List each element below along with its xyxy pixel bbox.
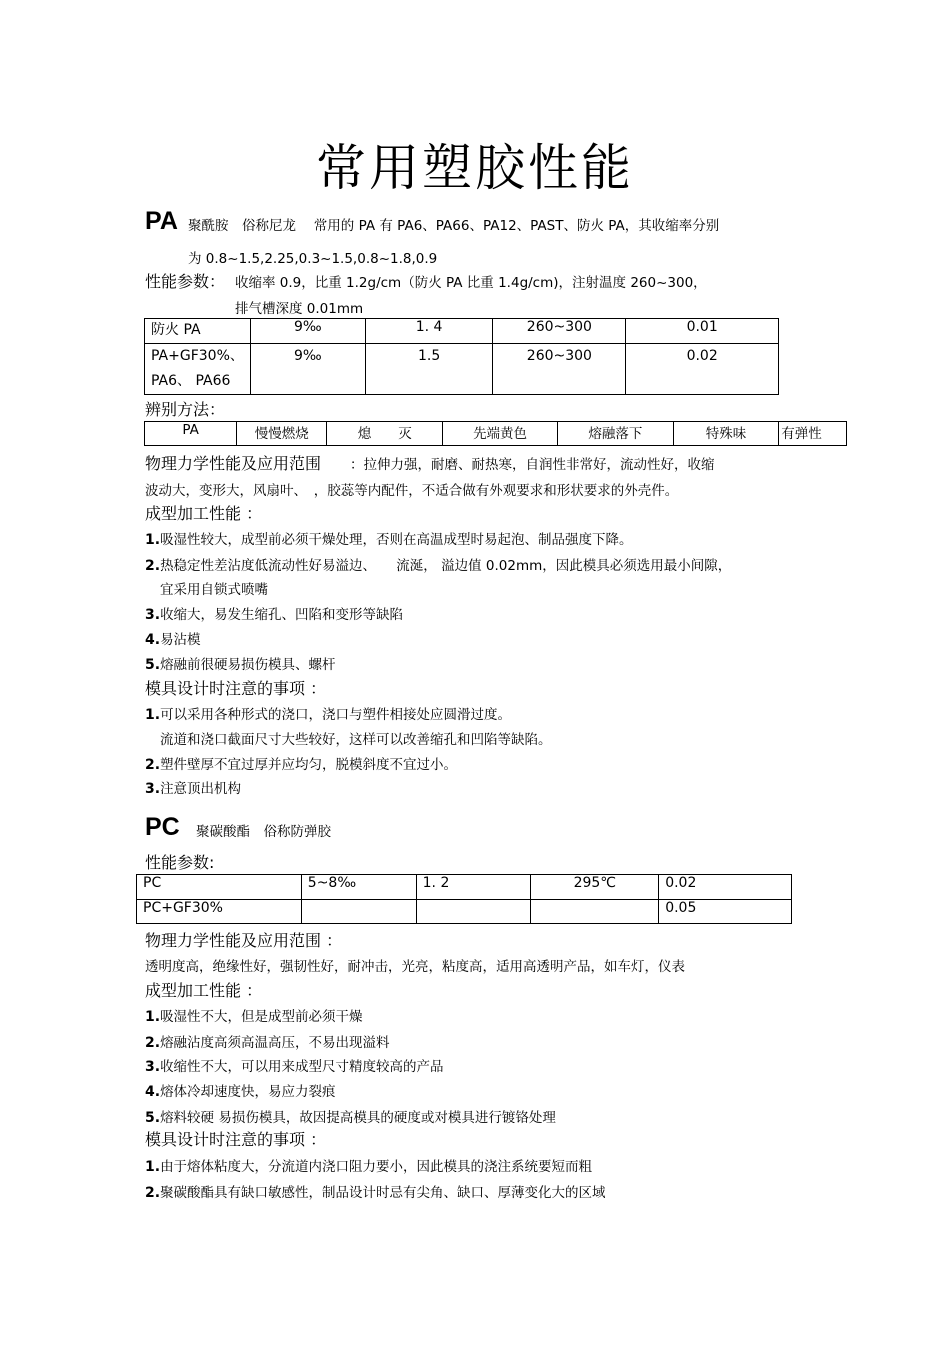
table-cell: PA+GF30%、 PA6、 PA66 xyxy=(145,344,251,395)
table-cell: 9‰ xyxy=(250,319,365,344)
list-item: 4.熔体冷却速度快，易应力裂痕 xyxy=(145,1084,336,1100)
pa-params-cont: 排气槽深度 0.01mm xyxy=(235,301,364,317)
table-cell xyxy=(301,900,416,924)
pc-mech-label: 物理力学性能及应用范围 ： xyxy=(145,931,343,950)
table-cell: 5~8‰ xyxy=(301,875,416,900)
pc-params-label: 性能参数: xyxy=(145,853,215,872)
pa-params-text: 收缩率 0.9，比重 1.2g/cm（防火 PA 比重 1.4g/cm)，注射温度 260~300， xyxy=(235,275,707,291)
pa-mech-text: ：拉伸力强，耐磨、耐热寒，自润性非常好，流动性好，收缩 xyxy=(350,457,715,473)
list-item: 2.聚碳酸酯具有缺口敏感性，制品设计时忌有尖角、缺口、厚薄变化大的区域 xyxy=(145,1185,606,1201)
table-cell: 0.02 xyxy=(659,875,792,900)
list-item: 1.由于熔体粘度大，分流道内浇口阻力要小，因此模具的浇注系统要短而粗 xyxy=(145,1159,593,1175)
table-cell: 1.5 xyxy=(365,344,493,395)
list-item: 3.收缩大，易发生缩孔、凹陷和变形等缺陷 xyxy=(145,607,404,623)
pc-mold-label: 模具设计时注意的事项 ： xyxy=(145,1130,327,1149)
list-item: 宜采用自锁式喷嘴 xyxy=(160,582,268,598)
list-item: 2.热稳定性差沾度低流动性好易溢边、 流涎， 溢边值 0.02mm，因此模具必须选用最小间隙， xyxy=(145,558,732,574)
pc-params-table xyxy=(136,874,792,924)
table-cell: 先端黄色 xyxy=(443,422,558,446)
table-row xyxy=(137,875,792,900)
table-cell: PA xyxy=(145,422,237,446)
pc-proc-label: 成型加工性能 ： xyxy=(145,981,263,1000)
list-item: 2.塑件壁厚不宜过厚并应均匀，脱模斜度不宜过小。 xyxy=(145,757,458,773)
list-item: 2.熔融沾度高须高温高压，不易出现溢料 xyxy=(145,1035,390,1051)
list-item: 1.吸湿性不大，但是成型前必须干燥 xyxy=(145,1009,363,1025)
table-cell: 熔融落下 xyxy=(557,422,673,446)
list-item: 5.熔融前很硬易损伤模具、螺杆 xyxy=(145,657,336,673)
table-cell: 0.05 xyxy=(659,900,792,924)
pa-ident-table xyxy=(144,421,847,446)
pc-mech-text: 透明度高，绝缘性好，强韧性好，耐冲击，光亮，粘度高，适用高透明产品，如车灯，仪表 xyxy=(145,959,685,975)
table-cell: PC xyxy=(137,875,302,900)
pa-proc-label: 成型加工性能 ： xyxy=(145,504,263,523)
list-item: 流道和浇口截面尺寸大些较好，这样可以改善缩孔和凹陷等缺陷。 xyxy=(160,732,552,748)
table-cell: 9‰ xyxy=(250,344,365,395)
table-row xyxy=(145,422,847,446)
table-cell: 1. 2 xyxy=(416,875,531,900)
table-cell: 260~300 xyxy=(493,344,626,395)
table-cell: 慢慢燃烧 xyxy=(237,422,327,446)
list-item: 5.熔料较硬 易损伤模具，故因提高模具的硬度或对模具进行镀铬处理 xyxy=(145,1110,556,1126)
page-title: 常用塑胶性能 xyxy=(316,139,634,197)
table-cell: 特殊味 xyxy=(673,422,779,446)
pa-intro: 聚酰胺 俗称尼龙 常用的 PA 有 PA6、PA66、PA12、PAST、防火 PA，其收缩率分别 xyxy=(188,218,720,234)
table-row xyxy=(145,319,779,344)
table-cell: 295℃ xyxy=(531,875,659,900)
pa-params-label: 性能参数： xyxy=(145,272,226,291)
table-row xyxy=(137,900,792,924)
pa-ident-label: 辨别方法： xyxy=(145,400,226,419)
pc-heading: PC xyxy=(145,813,180,841)
table-cell: 1. 4 xyxy=(365,319,493,344)
pa-mech-label: 物理力学性能及应用范围 xyxy=(145,454,322,473)
list-item: 3.收缩性不大，可以用来成型尺寸精度较高的产品 xyxy=(145,1059,444,1075)
table-cell: 防火 PA xyxy=(145,319,251,344)
pa-params-table xyxy=(144,318,779,395)
table-cell: 260~300 xyxy=(493,319,626,344)
table-cell xyxy=(531,900,659,924)
list-item: 1.可以采用各种形式的浇口，浇口与塑件相接处应圆滑过度。 xyxy=(145,707,512,723)
table-cell: PC+GF30% xyxy=(137,900,302,924)
pa-mech-cont: 波动大，变形大，风扇叶、 ，胶蕊等内配件，不适合做有外观要求和形状要求的外壳件。 xyxy=(145,483,679,499)
list-item: 1.吸湿性较大，成型前必须干燥处理，否则在高温成型时易起泡、制品强度下降。 xyxy=(145,532,633,548)
pa-intro-cont: 为 0.8~1.5,2.25,0.3~1.5,0.8~1.8,0.9 xyxy=(188,251,438,267)
pa-mold-label: 模具设计时注意的事项 ： xyxy=(145,679,327,698)
list-item: 4.易沾模 xyxy=(145,632,201,648)
list-item: 3.注意顶出机构 xyxy=(145,781,242,797)
table-row xyxy=(145,344,779,395)
table-cell: 熄 灭 xyxy=(327,422,443,446)
pa-heading: PA xyxy=(145,207,178,235)
pc-intro: 聚碳酸酯 俗称防弹胶 xyxy=(196,824,331,840)
table-cell: 有弹性 xyxy=(779,422,847,446)
table-cell: 0.02 xyxy=(626,344,779,395)
table-cell: 0.01 xyxy=(626,319,779,344)
table-cell xyxy=(416,900,531,924)
